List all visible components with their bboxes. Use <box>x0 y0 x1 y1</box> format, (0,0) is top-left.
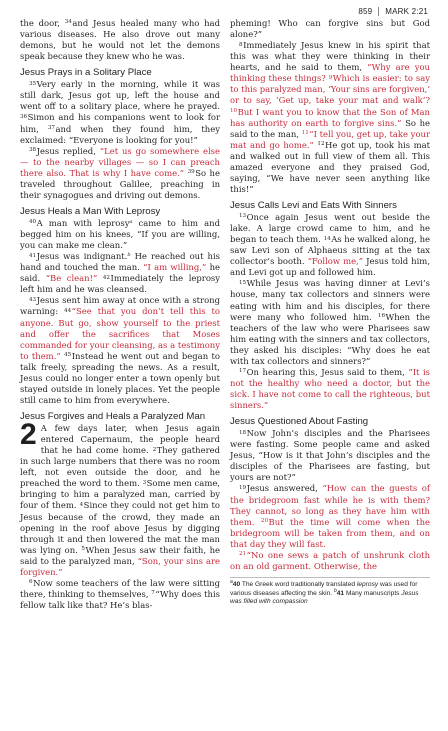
verse-number: 21 <box>239 551 247 558</box>
verse-number: 3 <box>142 479 147 486</box>
verse-number: 34 <box>64 19 72 26</box>
section-heading: Jesus Questioned About Fasting <box>230 416 369 428</box>
text-run: Jesus was filled with compassion <box>230 589 419 606</box>
text-run: he said. <box>20 262 220 284</box>
verse-number: 45 <box>64 352 72 359</box>
text-run: Since they could not get him to Jesus because of the crowd, they made an opening in the roof above Jesus by digging through it and then lowered the mat the man was lying on. <box>20 500 220 555</box>
verse-number: 2 <box>152 446 157 453</box>
words-of-jesus: “See that you don’t tell this to anyone. But go, show yourself to the priest and offer the sacrifices that Moses commanded for your cleansing, as a testimony to them.” <box>20 306 221 361</box>
verse-number: 20 <box>260 518 269 525</box>
text-run: Jesus was indignant. <box>36 251 128 262</box>
verse-number: 17 <box>239 368 247 375</box>
page-number: 859 <box>358 7 373 16</box>
paragraph <box>230 428 430 483</box>
verse-number: 42 <box>102 274 110 281</box>
paragraph <box>230 550 430 572</box>
words-of-jesus: “Follow me,” <box>307 256 364 267</box>
paragraph <box>20 218 220 251</box>
verse-number: 35 <box>29 80 37 87</box>
text-run: On hearing this, Jesus said to them, <box>246 366 409 377</box>
words-of-jesus: “Why are you thinking these things? <box>230 62 430 84</box>
verse-number: 11 <box>301 130 309 137</box>
text-run: pheming! Who can forgive sins but God alone?” <box>230 18 430 40</box>
text-run: Jesus replied, <box>36 145 100 156</box>
verse-number: 7 <box>151 590 155 597</box>
text-run: “Why does this fellow talk like that? He’s blas- <box>20 588 220 610</box>
text-run: Once again Jesus went out beside the lake. A large crowd came to him, and he began to teach them. <box>230 212 430 245</box>
words-of-jesus: “Be clean!” <box>45 273 98 284</box>
verse-number: 12 <box>317 141 325 148</box>
text-run: Immediately Jesus knew in his spirit that this was what they were thinking in their hearts, and he said to them, <box>230 40 430 73</box>
text-run: came to him and begged him on his knees, “If you are willing, you can make me clean.” <box>20 217 221 251</box>
chapter-number: 2 <box>20 418 37 451</box>
paragraph <box>230 212 430 278</box>
verse-number: 16 <box>377 312 386 319</box>
text-run: They gathered in such large numbers that there was no room left, not even outside the door, and he preached the word to them. <box>20 445 220 489</box>
footnote-ref: 41 <box>336 589 345 597</box>
footnotes <box>230 577 430 607</box>
text-run: Very early in the morning, while it was still dark, Jesus got up, left the house and went off to a solitary place, where he prayed. <box>20 79 220 112</box>
words-of-jesus: “How can the guests of the bridegroom fast while he is with them? They cannot, so long as they have him with them. <box>230 483 430 527</box>
verse-number: 10 <box>230 107 238 114</box>
left-column <box>20 18 220 611</box>
footnote-ref: 40 <box>232 580 241 588</box>
text-run: and when they found him, they exclaimed: “Everyone is looking for you!” <box>20 123 220 145</box>
text-run: Jesus told him, and Levi got up and followed him. <box>230 256 430 278</box>
paragraph <box>20 418 221 578</box>
text-run: Instead he went out and began to talk freely, spreading the news. As a result, Jesus could no longer enter a town openly but stayed outside in lonely places. Yet the people still came to him from everywhere. <box>20 350 220 405</box>
text-run: and Jesus healed many who had various diseases. He also drove out many demons, but he would not let the demons speak because they knew who he was. <box>20 18 220 62</box>
running-head <box>358 7 428 16</box>
verse-number: 6 <box>29 579 33 586</box>
words-of-jesus: “Let us go somewhere else — to the nearby villages — so I can preach there also. That is why I have come.” <box>20 145 220 178</box>
chapter-reference: MARK 2:21 <box>385 7 428 16</box>
paragraph <box>230 40 430 195</box>
section-heading: Jesus Heals a Man With Leprosy <box>20 205 161 217</box>
verse-number: 15 <box>239 279 247 286</box>
verse-number: 41 <box>29 252 37 259</box>
header-divider <box>378 7 379 16</box>
verse-number: 39 <box>187 169 195 176</box>
text-run: Simon and his companions went to look for him, <box>20 112 220 134</box>
text-run: leprosy <box>356 580 379 588</box>
text-run: Jesus sent him away at once with a strong warning: <box>20 295 220 317</box>
verse-number: 44 <box>64 307 72 314</box>
paragraph <box>20 251 220 295</box>
section-heading: Jesus Calls Levi and Eats With Sinners <box>230 200 397 211</box>
right-column <box>230 18 430 607</box>
verse-number: 4 <box>79 501 84 508</box>
paragraph <box>20 578 220 611</box>
text-run: Jesus answered, <box>246 483 323 494</box>
words-of-jesus: “I tell you, get up, take your mat and go home.” <box>230 128 430 150</box>
paragraph <box>230 278 430 367</box>
paragraph <box>20 18 220 62</box>
text-run: So he said to the man, <box>230 117 430 139</box>
words-of-jesus: “No one sews a patch of unshrunk cloth on an old garment. Otherwise, the <box>230 549 430 571</box>
text-run: the door, <box>20 18 65 28</box>
text-run: When the teachers of the law who were Pharisees saw him eating with the sinners and tax collectors, they asked his disciples: “Why does he eat with tax collectors and sinners?” <box>230 311 430 366</box>
text-run: When Jesus saw their faith, he said to the paralyzed man, <box>20 544 220 566</box>
verse-number: 19 <box>239 484 247 491</box>
paragraph <box>20 79 220 145</box>
text-run: Now John’s disciples and the Pharisees were fasting. Some people came and asked Jesus, “How is it that John’s disciples and the disciples of the Pharisees are fasting, but yours are not?” <box>230 428 430 483</box>
paragraph <box>20 295 220 406</box>
paragraph <box>230 18 430 40</box>
verse-number: 8 <box>239 41 243 48</box>
words-of-jesus: But the time will come when the bridegroom will be taken from them, and on that day they will fast. <box>230 516 430 549</box>
text-run: The Greek word traditionally translated <box>240 580 357 588</box>
words-of-jesus: But I want you to know that the Son of Man has authority on earth to forgive sins.” <box>230 106 430 128</box>
text-run: A few days later, when Jesus again entered Capernaum, the people heard that he had come home. <box>40 423 220 456</box>
verse-number: 37 <box>47 124 55 131</box>
verse-number: 38 <box>29 147 37 154</box>
verse-number: 14 <box>323 235 331 242</box>
footnote-marker: a <box>129 218 133 225</box>
text-run: Many manuscripts <box>344 589 402 597</box>
paragraph <box>20 146 220 201</box>
text-run: While Jesus was having dinner at Levi’s house, many tax collectors and sinners were eating with him and his disciples, for there were many who followed him. <box>230 278 430 322</box>
footnote-marker: a <box>230 578 233 585</box>
verse-number: 40 <box>29 219 37 226</box>
text-run: As he walked along, he saw Levi son of Alphaeus sitting at the tax collector’s booth. <box>230 234 430 267</box>
words-of-jesus: “Son, your sins are forgiven.” <box>20 555 221 577</box>
text-run: Some men came, bringing to him a paralyzed man, carried by four of them. <box>20 478 220 511</box>
words-of-jesus: “I am willing,” <box>143 262 207 273</box>
words-of-jesus: “It is not the healthy who need a doctor, but the sick. I have not come to call the righteous, but sinners.” <box>230 366 431 411</box>
text-run: was used for various diseases affecting the skin. <box>230 580 418 597</box>
verse-number: 13 <box>239 213 247 220</box>
footnote-marker: b <box>333 587 337 594</box>
section-heading: Jesus Prays in a Solitary Place <box>20 67 152 79</box>
words-of-jesus: Which is easier: to say to this paralyzed man, ‘Your sins are forgiven,’ or to say, ‘Get up, take your mat and walk’? <box>230 73 430 106</box>
paragraph <box>230 483 430 549</box>
section-heading: Jesus Forgives and Heals a Paralyzed Man <box>20 411 206 422</box>
verse-number: 18 <box>239 429 247 436</box>
text-run: So he traveled throughout Galilee, preaching in their synagogues and driving out demons. <box>20 167 220 200</box>
verse-number: 9 <box>328 74 333 81</box>
verse-number: 43 <box>29 296 37 303</box>
text-run: Now some teachers of the law were sitting there, thinking to themselves, <box>20 577 220 599</box>
verse-number: 36 <box>20 113 28 120</box>
text-run: He got up, took his mat and walked out in full view of them all. This amazed everyone and they praised God, saying, “We have never seen anything like this!” <box>230 139 430 194</box>
footnote-marker: b <box>127 252 131 259</box>
text-run: Immediately the leprosy left him and he was cleansed. <box>20 273 221 295</box>
verse-number: 5 <box>81 546 85 553</box>
text-run: A man with leprosy <box>36 217 130 228</box>
text-run: He reached out his hand and touched the man. <box>20 251 220 273</box>
paragraph <box>230 367 430 411</box>
